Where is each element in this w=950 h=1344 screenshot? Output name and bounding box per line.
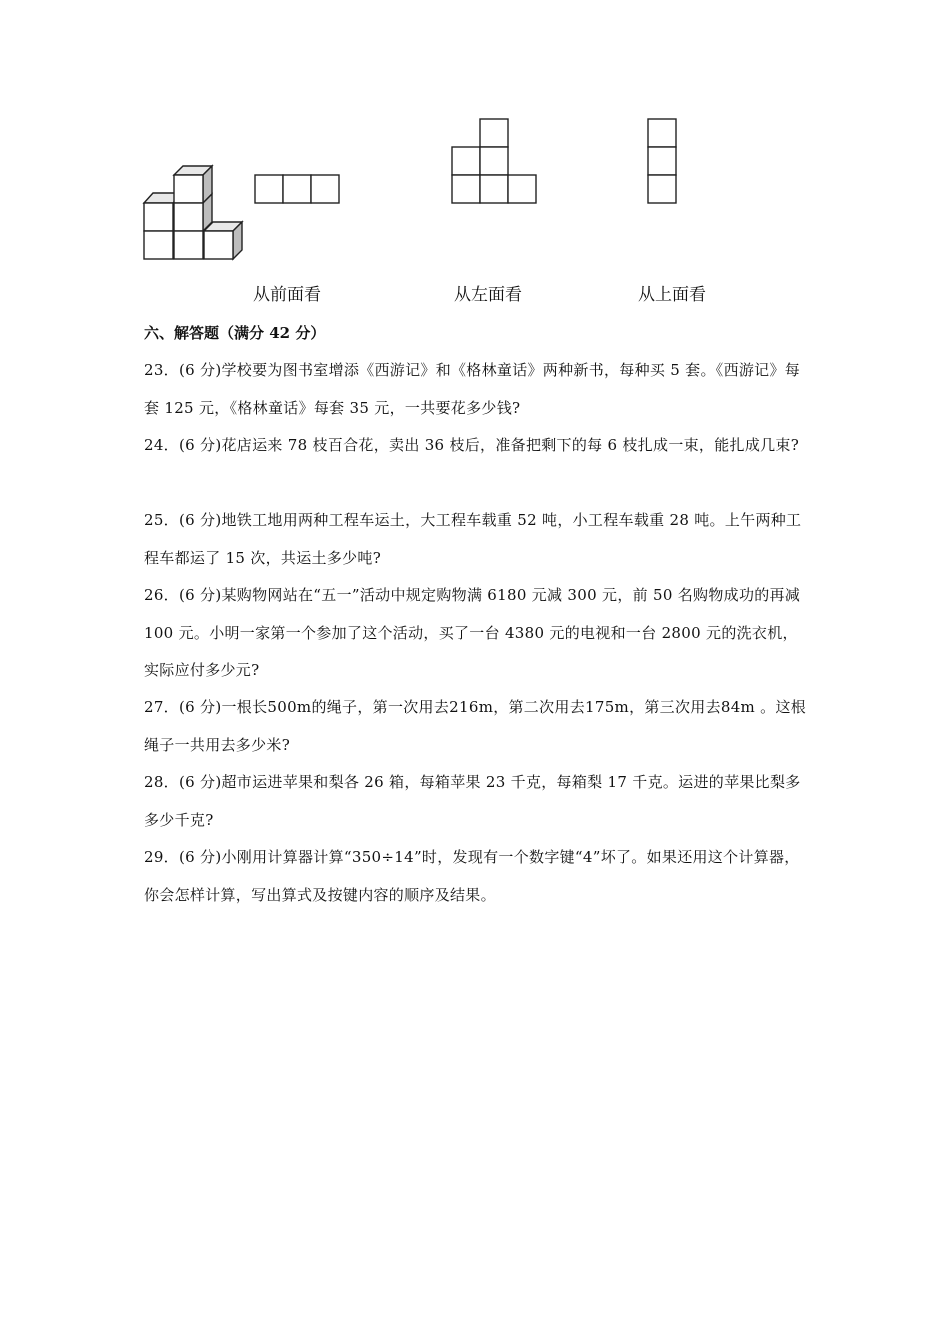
views-figure [0,0,950,300]
cube-stack-illustration [144,166,242,259]
question-23: 23．(6 分)学校要为图书室增添《西游记》和《格林童话》两种新书，每种买 5 套。《西游记》每套 125 元，《格林童话》每套 35 元，一共要花多少钱? [144,361,801,417]
left-view-label: 从左面看 [454,285,522,305]
left-view-grid [452,119,536,203]
question-26: 26．(6 分)某购物网站在“五一”活动中规定购物满 6180 元减 300 元，前 50 名购物成功的再减 100 元。小明一家第一个参加了这个活动，买了一台 4380 元的电视和一台 2800 元的洗衣机，实际应付多少元? [144,586,801,679]
top-view-label: 从上面看 [638,285,706,305]
front-view-grid [255,175,339,203]
front-view-label: 从前面看 [253,285,321,305]
question-29: 29．(6 分)小刚用计算器计算“350÷14”时，发现有一个数字键“4”坏了。如果还用这个计算器，你会怎样计算，写出算式及按键内容的顺序及结果。 [144,848,800,904]
top-view-grid [648,119,676,203]
question-27: 27．(6 分)一根长500m的绳子，第一次用去216m，第二次用去175m，第三次用去84m 。这根绳子一共用去多少米? [144,698,807,754]
question-25: 25．(6 分)地铁工地用两种工程车运土，大工程车载重 52 吨，小工程车载重 28 吨。上午两种工程车都运了 15 次，共运土多少吨? [144,511,802,567]
question-24: 24．(6 分)花店运来 78 枝百合花，卖出 36 枝后，准备把剩下的每 6 枝扎成一束，能扎成几束? [144,436,800,454]
section-heading: 六、解答题（满分 42 分） [144,324,326,342]
question-28: 28．(6 分)超市运进苹果和梨各 26 箱，每箱苹果 23 千克，每箱梨 17 千克。运进的苹果比梨多多少千克? [144,773,801,829]
